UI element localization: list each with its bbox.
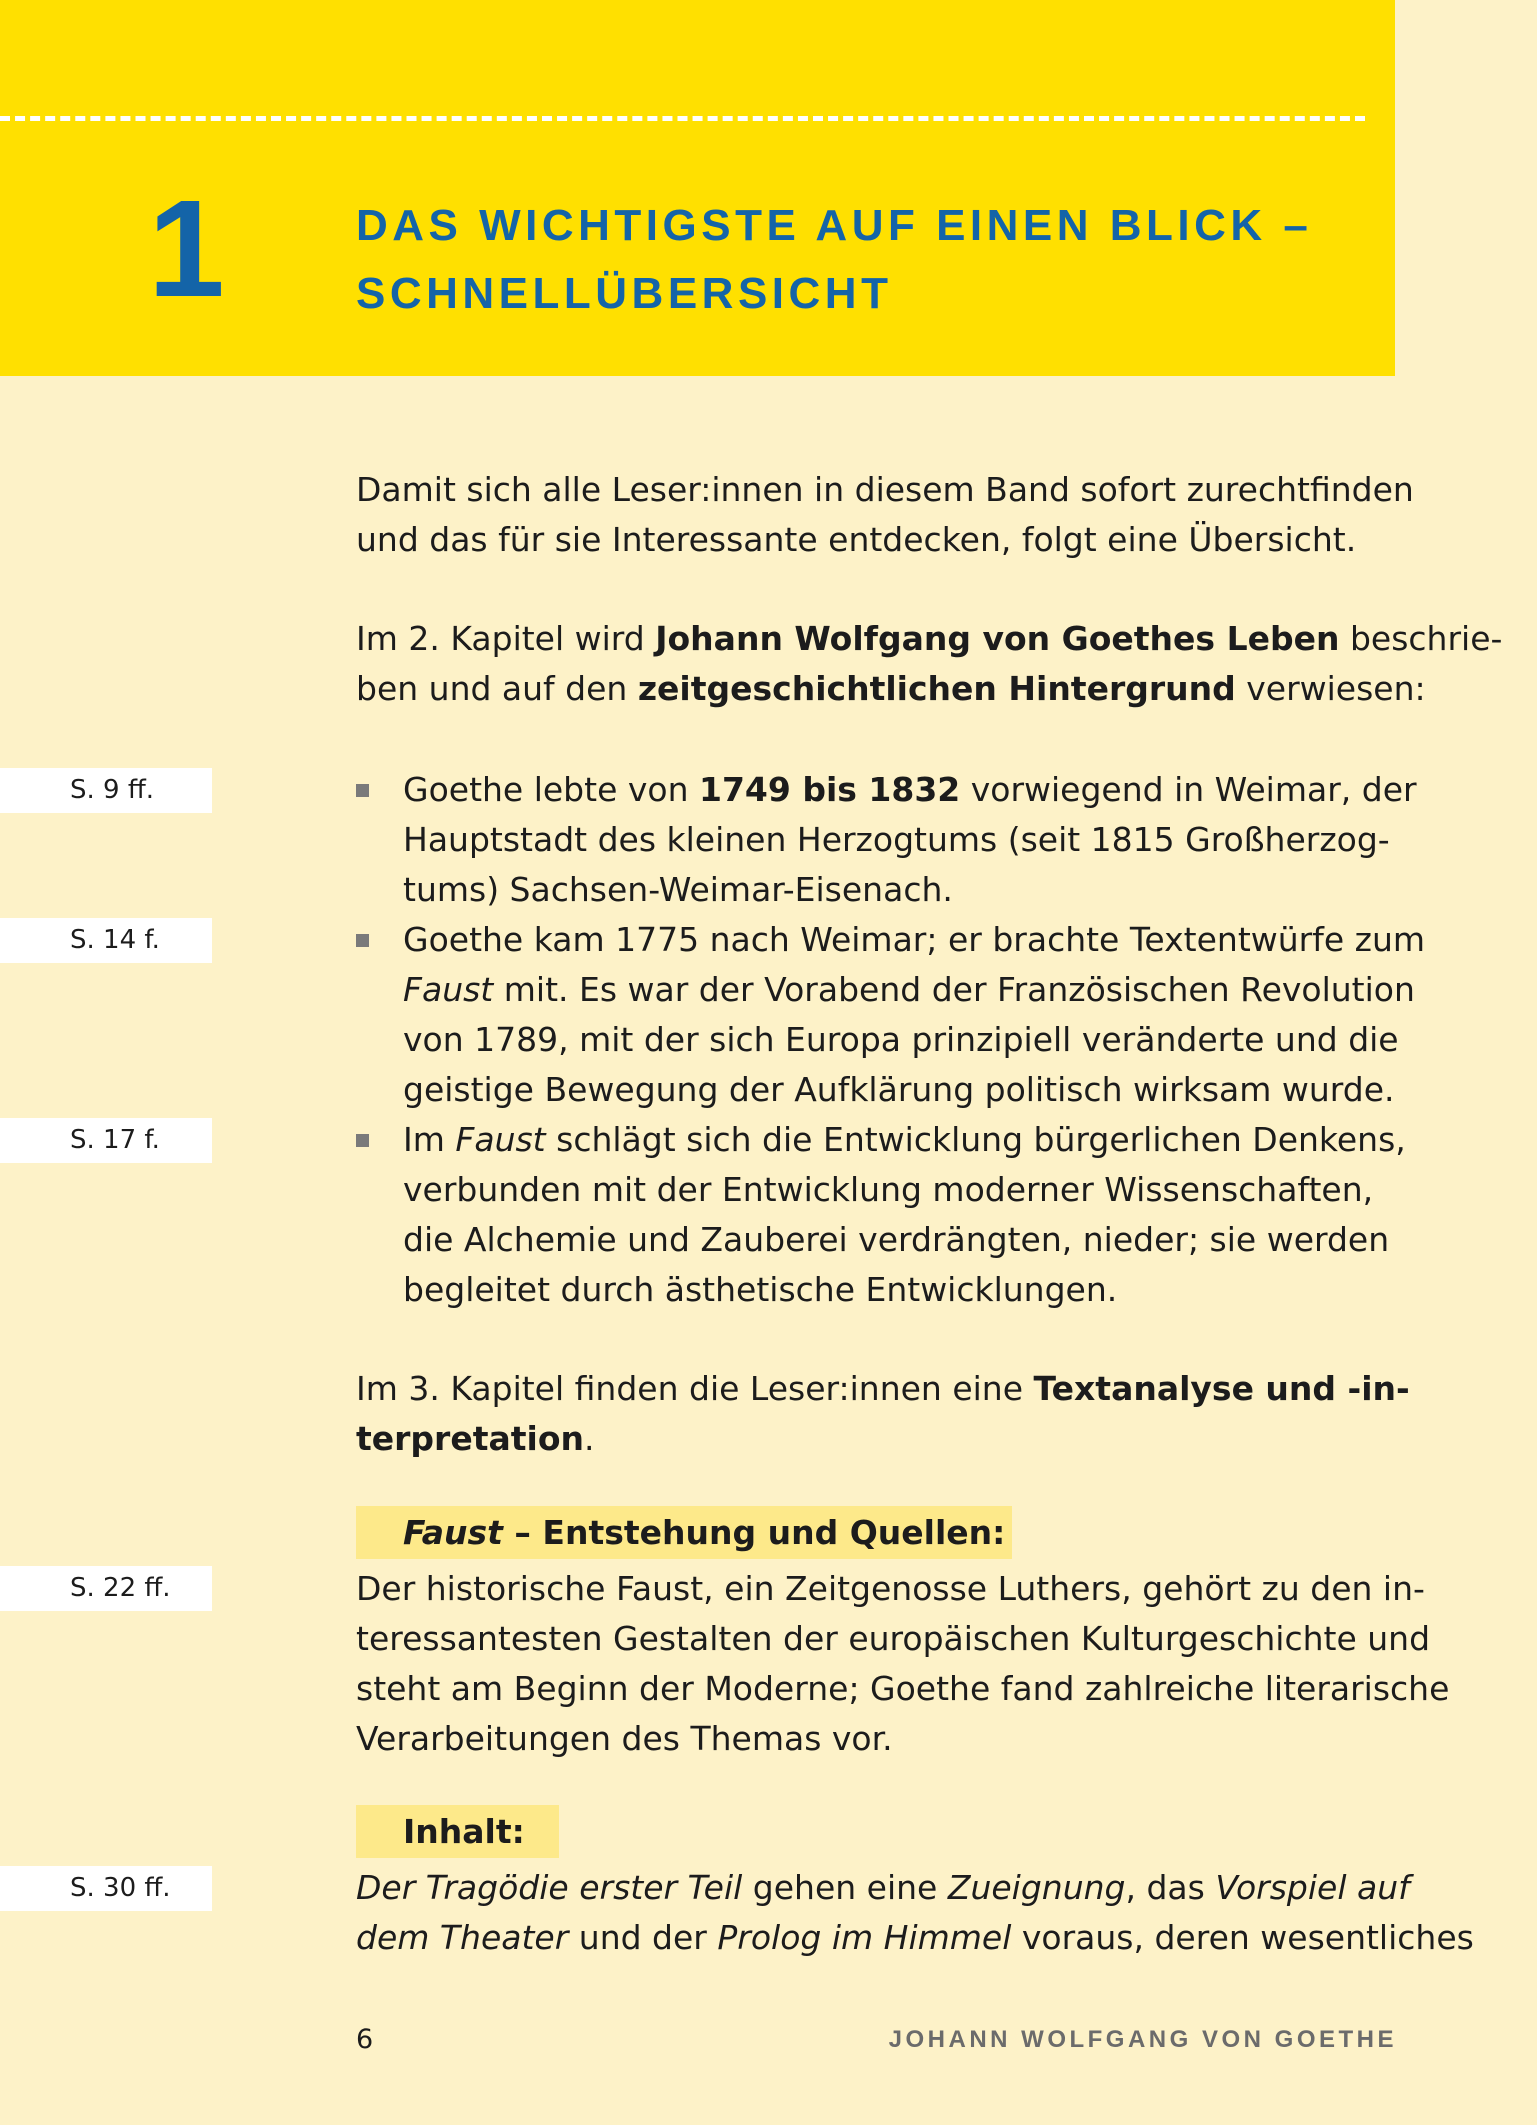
page-reference-tab: S. 9 ff. bbox=[0, 768, 212, 813]
page-reference-tab: S. 17 f. bbox=[0, 1118, 212, 1163]
square-bullet-icon bbox=[356, 934, 369, 947]
chapter-title-line-1: DAS WICHTIGSTE AUF EINEN BLICK – bbox=[356, 201, 1313, 250]
intro-line: Damit sich alle Leser:innen in diesem Band sofort zurechtfinden bbox=[356, 470, 1414, 509]
square-bullet-icon bbox=[356, 1134, 369, 1147]
sources-paragraph: Der historische Faust, ein Zeitgenosse Luthers, gehört zu den in- teressantesten Gestalten der europäischen Kulturgeschichte und steht am Beginn der Moderne; Goethe fand zahlreiche literarische Verarbeitungen des Themas vor. bbox=[356, 1569, 1450, 1758]
intro-paragraph bbox=[356, 465, 1414, 565]
bullet-list-item: Goethe kam 1775 nach Weimar; er brachte Textentwürfe zum Faust mit. Es war der Vorabend der Französischen Revolution von 1789, mit der sich Europa prinzipiell veränderte und die geistige Bewegung der Aufklärung politisch wirksam wurde. bbox=[356, 915, 1406, 1115]
page-reference-tab: S. 14 f. bbox=[0, 918, 212, 963]
chapter-title-line-2: SCHNELLÜBERSICHT bbox=[356, 269, 893, 318]
chapter-title bbox=[356, 192, 1356, 328]
chapter3-paragraph bbox=[356, 1364, 1410, 1464]
section-heading-content: Inhalt: bbox=[356, 1805, 559, 1858]
running-footer-author: JOHANN WOLFGANG VON GOETHE bbox=[888, 2026, 1397, 2053]
dashed-divider bbox=[0, 116, 1365, 121]
intro-line: und das für sie Interessante entdecken, folgt eine Übersicht. bbox=[356, 520, 1357, 559]
page-reference-tab: S. 30 ff. bbox=[0, 1866, 212, 1911]
chapter-header-band bbox=[0, 0, 1395, 376]
chapter3-line-2: terpretation. bbox=[356, 1419, 595, 1458]
square-bullet-icon bbox=[356, 784, 369, 797]
page-number: 6 bbox=[356, 2024, 374, 2055]
content-paragraph: Der Tragödie erster Teil gehen eine Zueignung, das Vorspiel auf dem Theater und der Prolog im Himmel voraus, deren wesentliches bbox=[356, 1868, 1474, 1957]
page-reference-tab: S. 22 ff. bbox=[0, 1566, 212, 1611]
chapter2-paragraph bbox=[356, 614, 1503, 714]
chapter2-line-1: Im 2. Kapitel wird Johann Wolfgang von Goethes Leben beschrie- bbox=[356, 619, 1503, 658]
chapter-number: 1 bbox=[148, 172, 225, 326]
bullet-list-item: Im Faust schlägt sich die Entwicklung bürgerlichen Denkens, verbunden mit der Entwicklung moderner Wissenschaften, die Alchemie und Zauberei verdrängten, nieder; sie werden begleitet durch ästhetische Entwicklungen. bbox=[356, 1115, 1406, 1315]
bullet-list-item: Goethe lebte von 1749 bis 1832 vorwiegend in Weimar, der Hauptstadt des kleinen Herzogtums (seit 1815 Großherzog- tums) Sachsen-Weimar-Eisenach. bbox=[356, 765, 1406, 915]
chapter2-line-2: ben und auf den zeitgeschichtlichen Hintergrund verwiesen: bbox=[356, 669, 1426, 708]
chapter3-line-1: Im 3. Kapitel finden die Leser:innen eine Textanalyse und -in- bbox=[356, 1369, 1410, 1408]
section-heading-sources: Faust – Entstehung und Quellen: bbox=[356, 1506, 1012, 1559]
